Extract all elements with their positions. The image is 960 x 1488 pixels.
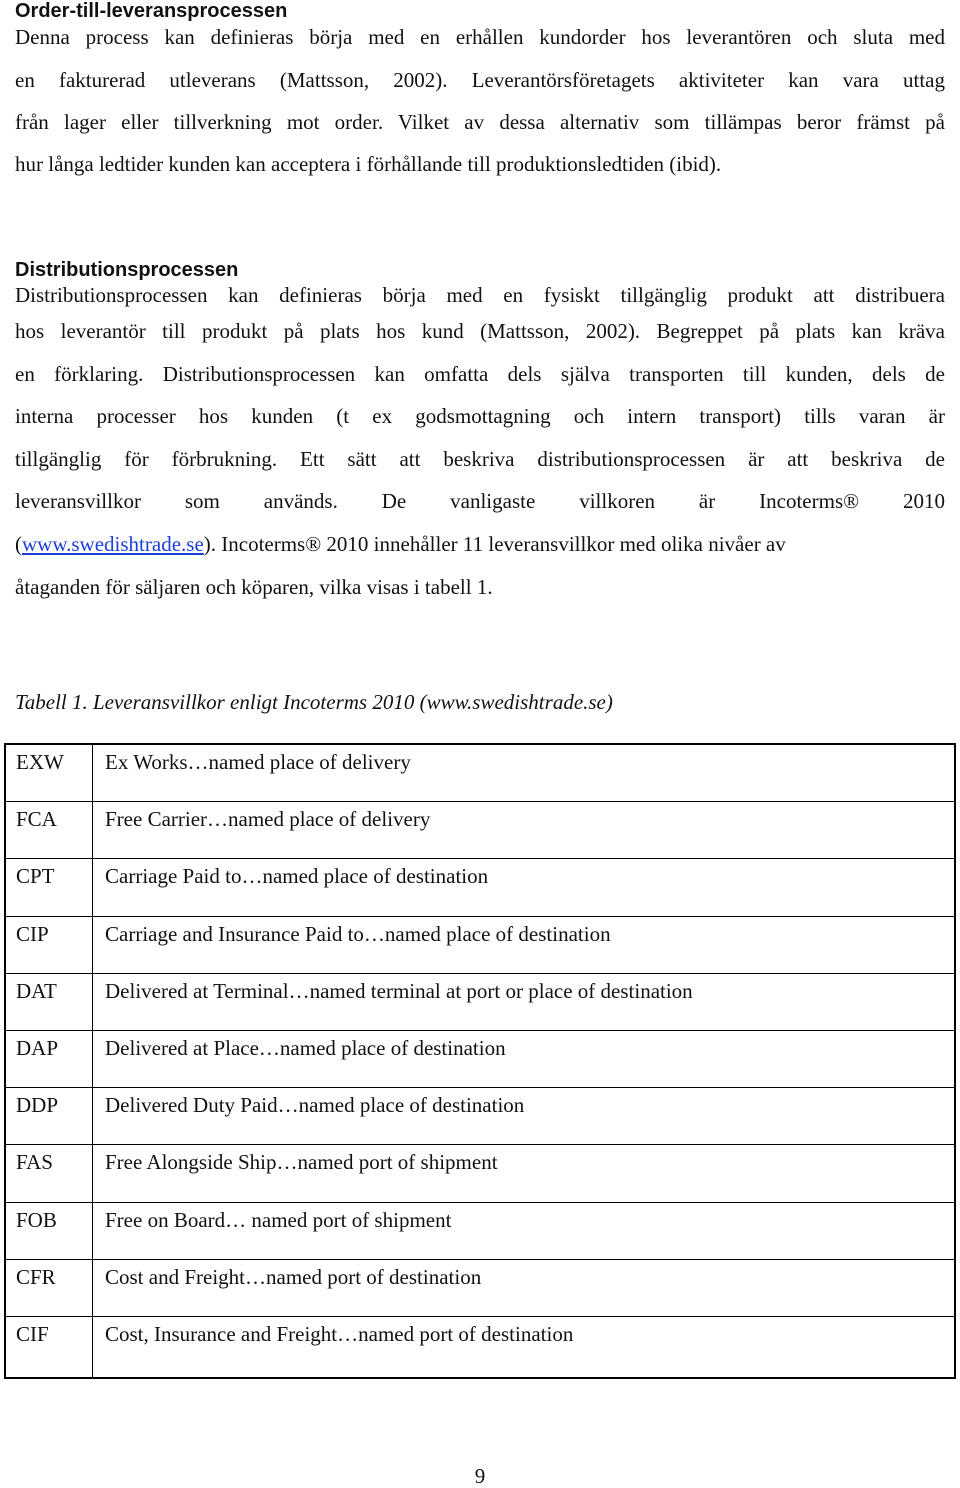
table-row bbox=[5, 744, 955, 802]
incoterm-code: CIF bbox=[5, 1316, 93, 1378]
paragraph-line: åtaganden för säljaren och köparen, vilka visas i tabell 1. bbox=[15, 574, 493, 599]
paragraph-line: tillgänglig för förbrukning. Ett sätt att beskriva distributionsprocessen är att beskriva de bbox=[15, 446, 945, 471]
incoterm-description: Free Carrier…named place of delivery bbox=[93, 802, 956, 859]
table-caption: Tabell 1. Leveransvillkor enligt Incoterms 2010 (www.swedishtrade.se) bbox=[15, 690, 613, 714]
incoterm-description: Delivered at Place…named place of destination bbox=[93, 1030, 956, 1087]
table-row bbox=[5, 859, 955, 916]
incoterm-code: CPT bbox=[5, 859, 93, 916]
table-row bbox=[5, 1259, 955, 1316]
incoterm-description: Delivered at Terminal…named terminal at port or place of destination bbox=[93, 973, 956, 1030]
paragraph-order bbox=[15, 22, 945, 185]
paren-open: ( bbox=[15, 531, 22, 556]
paragraph-line: Denna process kan definieras börja med en erhållen kundorder hos leverantören och sluta med bbox=[15, 25, 945, 49]
incoterm-code: FAS bbox=[5, 1145, 93, 1202]
paragraph-line: från lager eller tillverkning mot order. Vilket av dessa alternativ som tillämpas beror främst på bbox=[15, 110, 945, 134]
table-row bbox=[5, 802, 955, 859]
incoterm-description: Cost and Freight…named port of destination bbox=[93, 1259, 956, 1316]
incoterm-code: DDP bbox=[5, 1088, 93, 1145]
section-heading-distribution: Distributionsprocessen bbox=[15, 259, 239, 281]
incoterm-description: Ex Works…named place of delivery bbox=[105, 750, 411, 774]
incoterm-code: DAP bbox=[5, 1030, 93, 1087]
table-row bbox=[5, 1145, 955, 1202]
table-row bbox=[5, 1316, 955, 1378]
paragraph-line: Distributionsprocessen kan definieras börja med en fysiskt tillgänglig produkt att distribuera bbox=[15, 283, 945, 307]
table-row bbox=[5, 973, 955, 1030]
paragraph-line: leveransvillkor som används. De vanligaste villkoren är Incoterms® 2010 bbox=[15, 489, 945, 514]
incoterm-description: Delivered Duty Paid…named place of destination bbox=[93, 1088, 956, 1145]
incoterm-code: DAT bbox=[5, 973, 93, 1030]
incoterm-code: FOB bbox=[5, 1202, 93, 1259]
incoterm-description: Free Alongside Ship…named port of shipment bbox=[93, 1145, 956, 1202]
paragraph-line: en fakturerad utleverans (Mattsson, 2002). Leverantörsföretagets aktiviteter kan vara uttag bbox=[15, 68, 945, 92]
table-row bbox=[5, 1030, 955, 1087]
paragraph-line: hur långa ledtider kunden kan acceptera i förhållande till produktionsledtiden (ibid). bbox=[15, 152, 722, 176]
paragraph-line: en förklaring. Distributionsprocessen kan omfatta dels själva transporten till kunden, dels de bbox=[15, 361, 945, 386]
incoterms-table bbox=[4, 743, 956, 1379]
paragraph-line: hos leverantör till produkt på plats hos kund (Mattsson, 2002). Begreppet på plats kan kräva bbox=[15, 319, 945, 343]
incoterm-code: CFR bbox=[5, 1259, 93, 1316]
incoterm-description: Carriage and Insurance Paid to…named place of destination bbox=[93, 916, 956, 973]
incoterm-code: EXW bbox=[5, 744, 93, 802]
paragraph-distribution bbox=[15, 282, 945, 608]
paragraph-line-with-link bbox=[15, 523, 945, 566]
table-row bbox=[5, 1202, 955, 1259]
incoterm-description: Carriage Paid to…named place of destination bbox=[93, 859, 956, 916]
incoterm-description: Cost, Insurance and Freight…named port of destination bbox=[93, 1316, 956, 1378]
paragraph-text: ). Incoterms® 2010 innehåller 11 leveransvillkor med olika nivåer av bbox=[203, 531, 786, 556]
table-row bbox=[5, 1088, 955, 1145]
section-heading-order: Order-till-leveransprocessen bbox=[15, 0, 288, 22]
incoterm-code: CIP bbox=[5, 916, 93, 973]
incoterm-description: Free on Board… named port of shipment bbox=[93, 1202, 956, 1259]
swedishtrade-link[interactable]: www.swedishtrade.se bbox=[22, 531, 204, 556]
table-row bbox=[5, 916, 955, 973]
page-number: 9 bbox=[474, 1464, 486, 1488]
incoterm-code: FCA bbox=[5, 802, 93, 859]
paragraph-line: interna processer hos kunden (t ex godsmottagning och intern transport) tills varan är bbox=[15, 404, 945, 429]
